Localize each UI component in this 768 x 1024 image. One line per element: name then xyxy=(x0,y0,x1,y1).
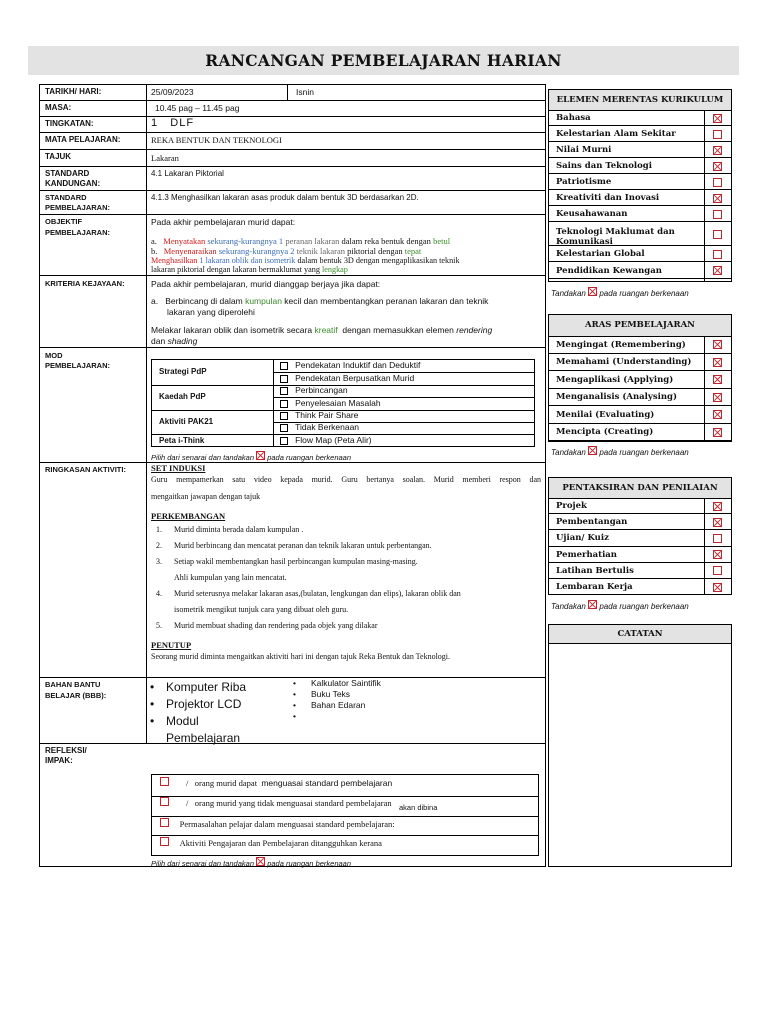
tarikh-date: 25/09/2023 xyxy=(151,87,194,97)
kriteria-b: Melakar lakaran oblik dan isometrik secara kreatif dengan memasukkan elemen rendering xyxy=(151,325,493,335)
tarikh-day: Isnin xyxy=(296,87,314,97)
checklist-row[interactable] xyxy=(548,174,732,190)
checklist-label: Kreativiti dan Inovasi xyxy=(556,193,660,203)
refleksi-row-3[interactable]: Permasalahan pelajar dalam menguasai standard pembelajaran: xyxy=(160,818,395,829)
set-induksi-heading: SET INDUKSI xyxy=(151,463,206,473)
sk-label-2: KANDUNGAN: xyxy=(45,179,101,188)
lesson-plan-table xyxy=(39,84,546,867)
mod-option[interactable]: Flow Map (Peta Alir) xyxy=(280,435,535,445)
kriteria-b-cont: dan shading xyxy=(151,336,198,346)
list-item: • xyxy=(293,711,296,721)
checked-box-icon[interactable] xyxy=(713,428,722,437)
checklist-row[interactable] xyxy=(548,190,732,206)
checklist-row[interactable] xyxy=(548,222,732,246)
penutup-heading: PENUTUP xyxy=(151,640,192,650)
checklist-label: Bahasa xyxy=(556,113,591,123)
penutup-text: Seorang murid diminta mengaitkan aktiviti hari ini dengan tajuk Reka Bentuk dan Teknologi. xyxy=(151,652,451,661)
aras-header: ARAS PEMBELAJARAN xyxy=(549,315,731,337)
step: 1. Murid diminta berada dalam kumpulan . xyxy=(156,525,304,534)
checklist-row[interactable] xyxy=(548,142,732,158)
checkbox-icon xyxy=(280,412,288,420)
checked-box-icon xyxy=(588,600,597,609)
checklist-label: Sains dan Teknologi xyxy=(556,161,652,171)
checklist-label: Pemerhatian xyxy=(556,549,617,560)
list-item: • Projektor LCD xyxy=(150,697,242,711)
checklist-label: Kelestarian Alam Sekitar xyxy=(556,129,676,139)
checked-box-icon[interactable] xyxy=(713,194,722,203)
mod-row-label-2: Aktiviti PAK21 xyxy=(159,417,214,426)
checkbox-icon xyxy=(280,387,288,395)
kriteria-a-cont: lakaran yang diperolehi xyxy=(167,307,255,317)
checked-box-icon xyxy=(588,446,597,455)
checklist-row[interactable] xyxy=(548,126,732,142)
checklist-label: Menganalisis (Analysing) xyxy=(556,392,677,403)
tingkatan-label: TINGKATAN: xyxy=(45,119,94,128)
checklist-row[interactable] xyxy=(548,563,732,579)
checked-box-icon[interactable] xyxy=(713,502,722,511)
checklist-label: Lembaran Kerja xyxy=(556,582,633,593)
checklist-label: Memahami (Understanding) xyxy=(556,357,692,368)
checkbox-icon xyxy=(160,818,169,827)
checkbox-icon xyxy=(160,777,169,786)
list-item: • Bahan Edaran xyxy=(293,700,366,710)
tajuk-label: TAJUK xyxy=(45,152,72,161)
masa-value: 10.45 pag – 11.45 pag xyxy=(155,103,240,113)
bbb-left-list xyxy=(150,679,246,747)
checklist-row[interactable] xyxy=(548,530,732,546)
refleksi-row-2-tail: akan dibina xyxy=(399,803,438,812)
sp-value: 4.1.3 Menghasilkan lakaran asas produk dalam bentuk 3D berdasarkan 2D. xyxy=(151,193,419,202)
checked-box-icon xyxy=(588,287,597,296)
checkbox-icon[interactable] xyxy=(713,210,722,219)
pentaksiran-header: PENTAKSIRAN DAN PENILAIAN xyxy=(549,478,731,499)
mod-label-2: PEMBELAJARAN: xyxy=(45,361,111,370)
refleksi-label-2: IMPAK: xyxy=(45,756,73,765)
set-induksi-text-1: Guru mempamerkan satu video kepada murid. Guru bertanya soalan. Murid memberi respon dan xyxy=(151,475,541,484)
checkbox-icon xyxy=(160,797,169,806)
sk-value: 4.1 Lakaran Piktorial xyxy=(151,169,224,178)
mod-option[interactable]: Pendekatan Berpusatkan Murid xyxy=(280,373,535,383)
checked-box-icon[interactable] xyxy=(713,114,722,123)
bbb-label-1: BAHAN BANTU xyxy=(45,680,101,689)
step: 3. Setiap wakil membentangkan hasil perbincangan kumpulan masing-masing. xyxy=(156,557,418,566)
checklist-row[interactable] xyxy=(548,336,732,354)
mod-row-label-1: Kaedah PdP xyxy=(159,392,206,401)
list-item: Pembelajaran xyxy=(166,731,241,745)
checklist-label: Menilai (Evaluating) xyxy=(556,409,655,420)
kriteria-intro: Pada akhir pembelajaran, murid dianggap berjaya jika dapat: xyxy=(151,279,381,289)
checklist-row[interactable] xyxy=(548,262,732,279)
objektif-intro: Pada akhir pembelajaran murid dapat: xyxy=(151,217,296,227)
objektif-b: b. Menyenaraikan sekurang-kurangnya 2 teknik lakaran piktorial dengan tepat xyxy=(151,246,422,256)
checklist-label: Kelestarian Global xyxy=(556,249,645,259)
checklist-label: Patriotisme xyxy=(556,177,612,187)
checked-box-icon[interactable] xyxy=(713,550,722,559)
checked-box-icon xyxy=(256,451,265,460)
checked-box-icon[interactable] xyxy=(713,146,722,155)
tajuk-value: Lakaran xyxy=(151,153,179,163)
set-induksi-text-2: mengaitkan jawapan dengan tajuk xyxy=(151,492,261,501)
step: isometrik mengikut tunjuk cara yang dibuat oleh guru. xyxy=(174,605,349,614)
objektif-label-1: OBJEKTIF xyxy=(45,217,83,226)
checked-box-icon[interactable] xyxy=(713,518,722,527)
step: 5. Murid membuat shading dan rendering pada objek yang dilakar xyxy=(156,621,378,630)
checkbox-icon[interactable] xyxy=(713,566,722,575)
refleksi-row-4[interactable]: Aktiviti Pengajaran dan Pembelajaran ditangguhkan kerana xyxy=(160,837,382,848)
list-item: • Modul xyxy=(150,714,199,728)
mod-note: Pilih dari senarai dan tandakan pada ruangan berkenaan xyxy=(151,453,352,462)
checklist-row[interactable] xyxy=(548,206,732,222)
checkbox-icon[interactable] xyxy=(713,534,722,543)
checklist-label: Keusahawanan xyxy=(556,209,628,219)
mod-row-label-3: Peta i-Think xyxy=(159,436,205,445)
checked-box-icon[interactable] xyxy=(713,162,722,171)
objektif-a: a. Menyatakan sekurang-kurangnya 1 peranan lakaran dalam reka bentuk dengan betul xyxy=(151,236,451,246)
catatan-panel xyxy=(548,624,732,867)
refleksi-row-1[interactable]: / orang murid dapat menguasai standard pembelajaran xyxy=(160,777,392,788)
mod-label-1: MOD xyxy=(45,351,63,360)
pentaksiran-note: Tandakan pada ruangan berkenaan xyxy=(551,602,689,611)
refleksi-row-2[interactable]: / orang murid yang tidak menguasai standard pembelajaran xyxy=(160,797,392,808)
checklist-label: Pembentangan xyxy=(556,517,628,528)
checked-box-icon[interactable] xyxy=(713,393,722,402)
checklist-row[interactable] xyxy=(548,424,732,442)
checklist-row[interactable] xyxy=(548,354,732,372)
checked-box-icon[interactable] xyxy=(713,358,722,367)
checkbox-icon[interactable] xyxy=(713,230,722,239)
mod-option[interactable]: Tidak Berkenaan xyxy=(280,422,535,432)
mod-option[interactable]: Penyelesaian Masalah xyxy=(280,398,535,408)
sp-label-2: PEMBELAJARAN: xyxy=(45,203,111,212)
refleksi-note: Pilih dari senarai dan tandakan pada ruangan berkenaan xyxy=(151,859,352,868)
tingkatan-value: 1 DLF xyxy=(151,117,195,129)
checklist-row[interactable] xyxy=(548,110,732,126)
checked-box-icon[interactable] xyxy=(713,375,722,384)
checked-box-icon[interactable] xyxy=(713,583,722,592)
bbb-label-2: BELAJAR (BBB): xyxy=(45,691,107,700)
checklist-label: Ujian/ Kuiz xyxy=(556,533,609,544)
checklist-row[interactable] xyxy=(548,246,732,262)
mata-pelajaran-value: REKA BENTUK DAN TEKNOLOGI xyxy=(151,135,282,145)
checklist-row[interactable] xyxy=(548,389,732,407)
checklist-row[interactable] xyxy=(548,406,732,424)
list-item: • Kalkulator Saintifik xyxy=(293,678,381,688)
checkbox-icon xyxy=(280,362,288,370)
checkbox-icon[interactable] xyxy=(713,130,722,139)
checked-box-icon xyxy=(256,857,265,866)
checklist-label: Teknologi Maklumat dan Komunikasi xyxy=(556,227,675,247)
masa-label: MASA: xyxy=(45,103,72,112)
checklist-label: Mengaplikasi (Applying) xyxy=(556,374,674,385)
mod-row-label-0: Strategi PdP xyxy=(159,367,207,376)
kriteria-a: a. Berbincang di dalam kumpulan kecil dan membentangkan peranan lakaran dan teknik xyxy=(151,296,489,306)
ringkasan-label: RINGKASAN AKTIVITI: xyxy=(45,465,126,474)
page-title: RANCANGAN PEMBELAJARAN HARIAN xyxy=(205,51,562,70)
mata-pelajaran-label: MATA PELAJARAN: xyxy=(45,135,121,144)
list-item: • Komputer Riba xyxy=(150,680,247,694)
emk-note: Tandakan pada ruangan berkenaan xyxy=(551,289,689,298)
checked-box-icon[interactable] xyxy=(713,340,722,349)
sp-label-1: STANDARD xyxy=(45,193,87,202)
objektif-label-2: PEMBELAJARAN: xyxy=(45,228,111,237)
checklist-row[interactable] xyxy=(548,371,732,389)
catatan-header: CATATAN xyxy=(549,625,731,644)
checklist-row[interactable] xyxy=(548,514,732,530)
checklist-row[interactable] xyxy=(548,547,732,563)
checked-box-icon[interactable] xyxy=(713,266,722,275)
step: 2. Murid berbincang dan mencatat peranan dan teknik lakaran untuk perbentangan. xyxy=(156,541,432,550)
checkbox-icon[interactable] xyxy=(713,250,722,259)
step: Ahli kumpulan yang lain mencatat. xyxy=(174,573,287,582)
mod-option[interactable]: Perbincangan xyxy=(280,385,535,395)
tarikh-label: TARIKH/ HARI: xyxy=(45,87,102,96)
list-item: • Buku Teks xyxy=(293,689,351,699)
objektif-c: Menghasilkan 1 lakaran oblik dan isometrik dalam bentuk 3D dengan mengaplikasikan teknik xyxy=(151,256,460,265)
step: 4. Murid seterusnya melakar lakaran asas,(bulatan, lengkungan dan elips), lakaran oblik dan xyxy=(156,589,461,598)
checkbox-icon[interactable] xyxy=(713,178,722,187)
checklist-label: Mencipta (Creating) xyxy=(556,427,654,438)
kriteria-label: KRITERIA KEJAYAAN: xyxy=(45,279,125,288)
mod-option[interactable]: Pendekatan Induktif dan Deduktif xyxy=(280,360,535,370)
checkbox-icon xyxy=(280,437,288,445)
bbb-right-list xyxy=(293,678,381,722)
objektif-c2: lakaran piktorial dengan lakaran bermaklumat yang lengkap xyxy=(151,265,348,274)
checked-box-icon[interactable] xyxy=(713,410,722,419)
checklist-row[interactable] xyxy=(548,158,732,174)
checklist-label: Projek xyxy=(556,501,587,512)
checklist-label: Mengingat (Remembering) xyxy=(556,339,686,350)
sk-label-1: STANDARD xyxy=(45,169,90,178)
refleksi-label-1: REFLEKSI/ xyxy=(45,746,87,755)
emk-header: ELEMEN MERENTAS KURIKULUM xyxy=(549,90,731,111)
checkbox-icon xyxy=(280,400,288,408)
checklist-row[interactable] xyxy=(548,579,732,595)
checkbox-icon xyxy=(280,424,288,432)
mod-option[interactable]: Think Pair Share xyxy=(280,410,535,420)
checklist-label: Pendidikan Kewangan xyxy=(556,265,662,276)
checklist-label: Nilai Murni xyxy=(556,145,612,155)
checklist-row[interactable] xyxy=(548,498,732,514)
perkembangan-heading: PERKEMBANGAN xyxy=(151,511,226,521)
aras-note: Tandakan pada ruangan berkenaan xyxy=(551,448,689,457)
checklist-label: Latihan Bertulis xyxy=(556,565,634,576)
checkbox-icon xyxy=(160,837,169,846)
checkbox-icon xyxy=(280,375,288,383)
